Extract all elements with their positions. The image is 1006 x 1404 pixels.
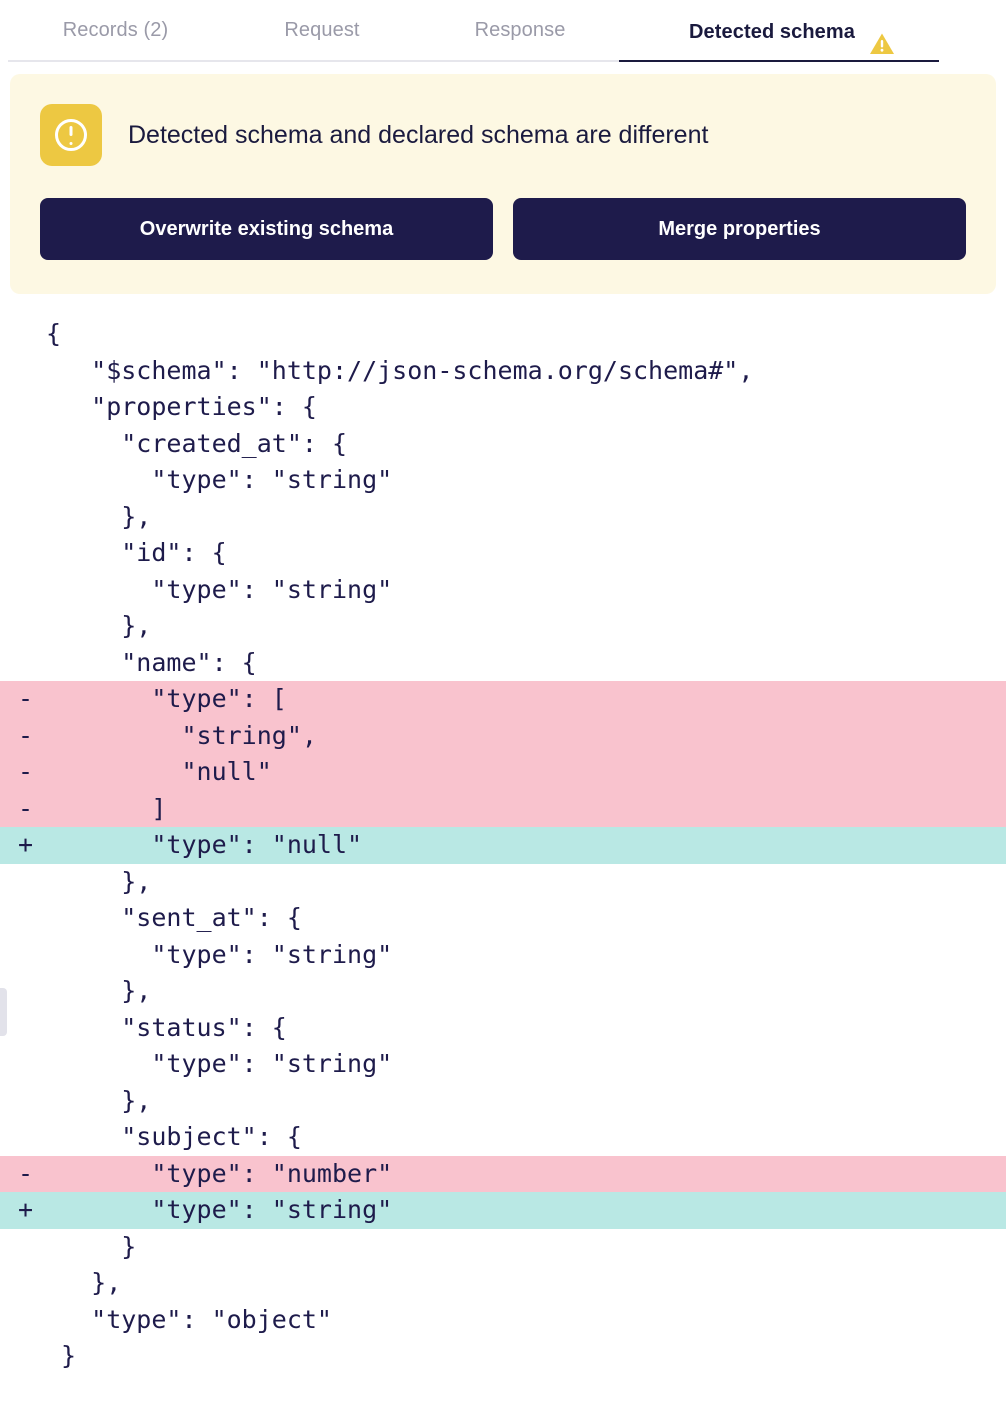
diff-line-text: "type": "string" [46, 1049, 393, 1078]
diff-line [0, 973, 1006, 1010]
banner-message: Detected schema and declared schema are different [128, 120, 709, 149]
banner-actions [40, 198, 966, 260]
diff-line-text: "type": "object" [46, 1304, 332, 1334]
diff-line [0, 1338, 1006, 1375]
diff-line-text: ] [46, 793, 167, 823]
diff-line [0, 389, 1006, 426]
diff-line-text: "status": { [46, 1012, 287, 1042]
diff-line [0, 535, 1006, 572]
diff-line-text: "name": { [46, 647, 257, 677]
diff-line-sign: - [18, 757, 34, 786]
diff-line-text: "id": { [46, 538, 227, 567]
diff-line [0, 499, 1006, 536]
diff-line [0, 681, 1006, 718]
banner-header [40, 104, 966, 166]
diff-line [0, 1302, 1006, 1339]
diff-line-text: "$schema": "http://json-schema.org/schema#", [46, 355, 754, 385]
diff-line [0, 316, 1006, 353]
diff-line-text: }, [46, 501, 152, 531]
diff-line [0, 718, 1006, 755]
diff-line [0, 791, 1006, 828]
diff-line-text: "type": "null" [46, 830, 363, 859]
diff-line-sign: - [18, 1158, 34, 1188]
diff-line-text: "type": "string" [46, 939, 393, 969]
diff-line-text: } [46, 1231, 137, 1261]
diff-line [0, 1192, 1006, 1229]
tab-response[interactable]: Response [421, 19, 619, 62]
diff-line-sign: - [18, 684, 34, 713]
tab-records[interactable]: Records (2) [8, 19, 223, 62]
diff-line [0, 900, 1006, 937]
overwrite-existing-schema-button[interactable]: Overwrite existing schema [40, 198, 493, 260]
diff-line-text: "type": "string" [46, 1195, 393, 1224]
diff-line [0, 1229, 1006, 1266]
diff-line-sign: + [18, 830, 34, 859]
diff-line-sign: - [18, 720, 34, 750]
diff-line-text: "string", [46, 720, 317, 750]
diff-line-sign: + [18, 1195, 34, 1224]
tab-request[interactable]: Request [223, 19, 421, 62]
tab-bar [0, 0, 1006, 62]
diff-line-text: }, [46, 866, 152, 896]
diff-line-text: }, [46, 611, 152, 640]
diff-line-text: "type": [ [46, 684, 287, 713]
exclamation-circle-icon [40, 104, 102, 166]
diff-line [0, 426, 1006, 463]
diff-line-text: }, [46, 1085, 152, 1115]
diff-line-text: }, [46, 1268, 122, 1297]
tab-detected-schema[interactable] [619, 21, 939, 62]
diff-line-text: "sent_at": { [46, 903, 302, 932]
diff-line-text: } [46, 1341, 77, 1370]
diff-line [0, 1046, 1006, 1083]
schema-diff-viewer [0, 316, 1006, 1375]
merge-properties-button[interactable]: Merge properties [513, 198, 966, 260]
diff-line-text: }, [46, 976, 152, 1005]
diff-line [0, 937, 1006, 974]
schema-mismatch-banner [10, 74, 996, 294]
diff-line [0, 864, 1006, 901]
diff-line [0, 1010, 1006, 1047]
diff-line-text: "created_at": { [46, 428, 348, 458]
diff-line-sign: - [18, 793, 34, 823]
tab-detected-schema-label: Detected schema [688, 21, 856, 43]
diff-line-text: "type": "string" [46, 574, 393, 604]
diff-line [0, 462, 1006, 499]
diff-line-text: "properties": { [46, 392, 317, 421]
diff-line [0, 1156, 1006, 1193]
diff-line [0, 827, 1006, 864]
diff-line [0, 1119, 1006, 1156]
diff-line [0, 1265, 1006, 1302]
diff-line [0, 1083, 1006, 1120]
scroll-indicator[interactable] [0, 988, 7, 1036]
diff-line [0, 572, 1006, 609]
diff-line-text: "null" [46, 757, 272, 786]
diff-line [0, 608, 1006, 645]
diff-line-text: { [46, 319, 62, 348]
diff-line [0, 754, 1006, 791]
diff-line-text: "type": "string" [46, 465, 393, 494]
diff-line-text: "type": "number" [46, 1158, 393, 1188]
diff-line [0, 645, 1006, 682]
diff-line [0, 353, 1006, 390]
diff-line-text: "subject": { [46, 1122, 302, 1151]
